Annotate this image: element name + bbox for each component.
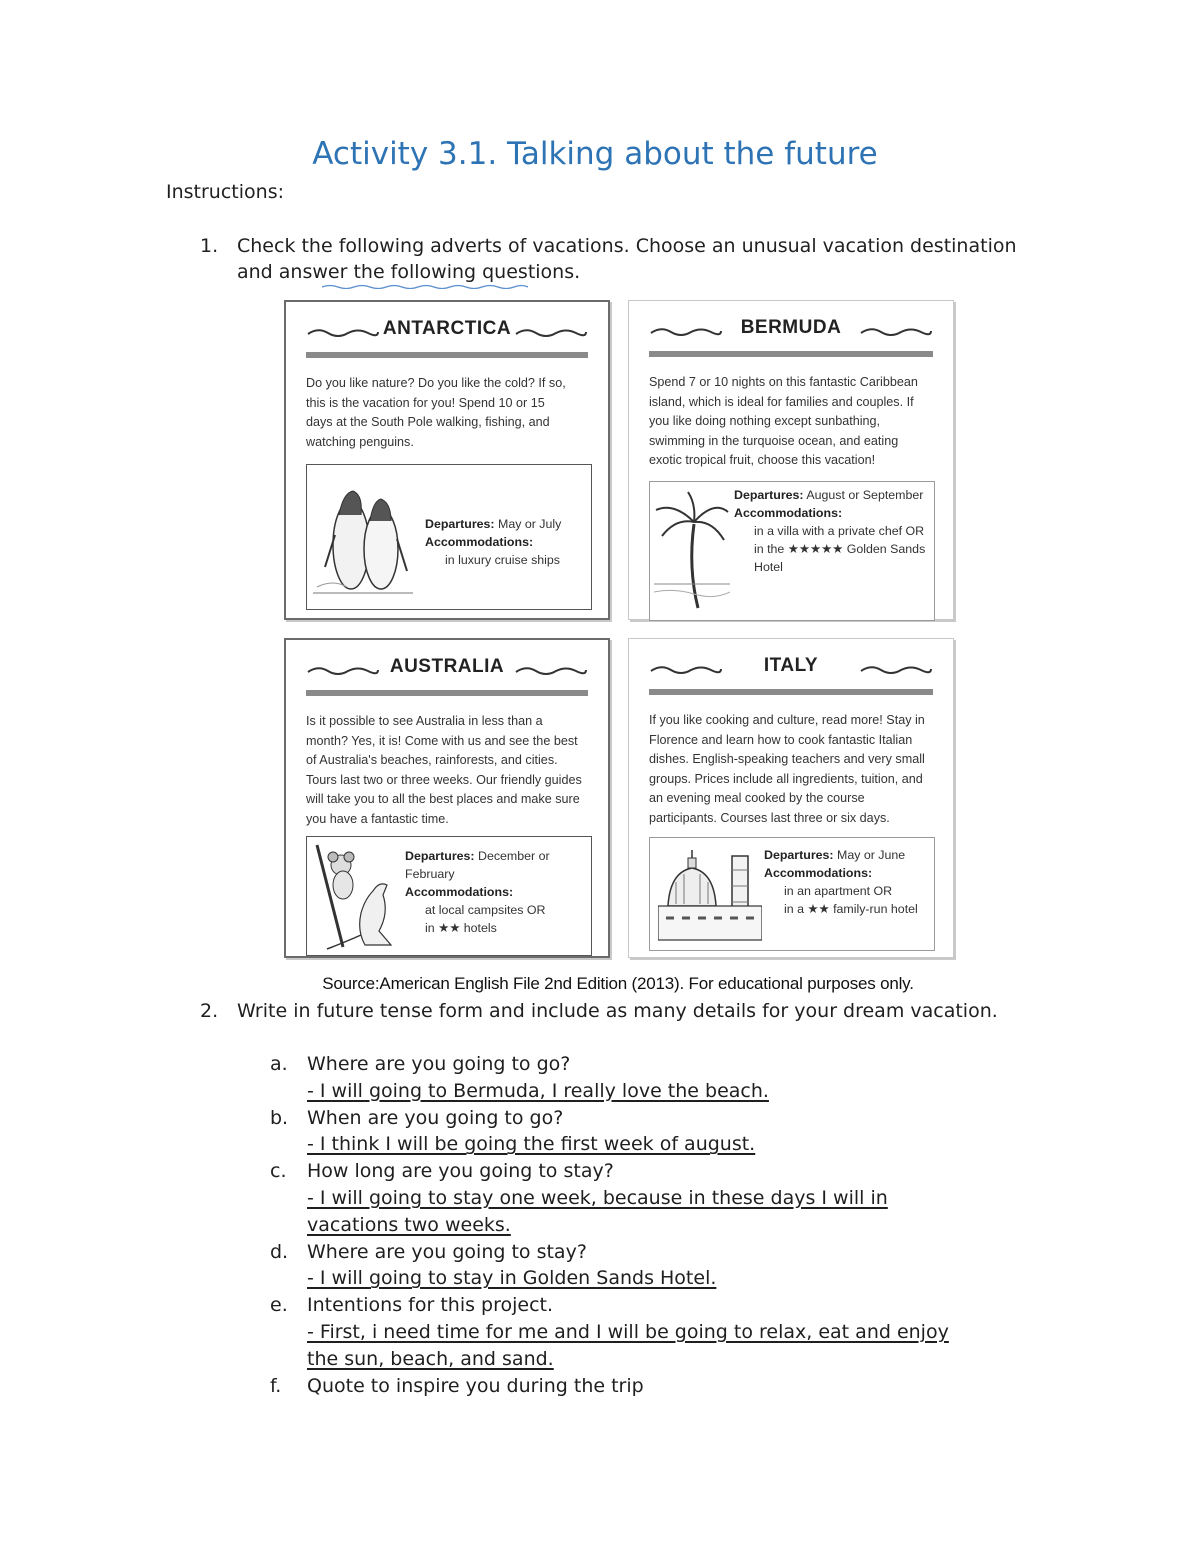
palm-tree-illustration [654, 488, 730, 614]
advert-info-box [306, 464, 592, 610]
advert-body: Is it possible to see Australia in less than a month? Yes, it is! Come with us and see the best of Australia's beaches, rainforests, and cities. Tours last two or three weeks. Our friendly guides will take you to all the best places and make sure you have a fantastic time. [306, 714, 582, 826]
advert-card-antarctica [284, 300, 610, 620]
advert-card-italy [628, 638, 954, 958]
wave-ornament-icon [859, 325, 933, 339]
question-1-number: 1. [200, 235, 219, 257]
accommodations-value: in a villa with a private chef OR [754, 524, 925, 538]
question-2-text: Write in future tense form and include as many details for your dream vacation. [237, 1000, 998, 1022]
sub-question-text: How long are you going to stay? [307, 1160, 614, 1183]
advert-card-bermuda [628, 300, 954, 620]
penguins-illustration [313, 475, 413, 601]
accommodations-value: in a ★★ family-run hotel [784, 902, 918, 916]
sub-question-f [270, 1373, 1010, 1400]
advert-rule [306, 352, 588, 358]
sub-question-letter: f. [270, 1374, 282, 1397]
instructions-label: Instructions: [166, 181, 284, 203]
answer-text: - I will going to Bermuda, I really love the beach. [307, 1079, 769, 1102]
sub-question-letter: c. [270, 1160, 287, 1183]
advert-card-australia [284, 638, 610, 958]
question-2 [200, 998, 1020, 1025]
departures-label: Departures: [405, 849, 475, 863]
advert-rule [649, 351, 933, 357]
accommodations-value: at local campsites OR [425, 903, 546, 917]
advert-title: ITALY [763, 655, 819, 676]
advert-title: ANTARCTICA [382, 318, 512, 339]
sub-question-list [270, 1051, 1010, 1399]
accommodations-value: in an apartment OR [784, 884, 893, 898]
answer-text: - I will going to stay one week, because in these days I will in vacations two weeks. [307, 1186, 888, 1236]
sub-question-e [270, 1292, 1010, 1372]
sub-question-letter: d. [270, 1240, 289, 1263]
advert-body: Spend 7 or 10 nights on this fantastic Caribbean island, which is ideal for families and couples. If you like doing nothing except sunbathing, swimming in the turquoise ocean, and eating exotic tropical fruit, choose this vacation! [649, 375, 918, 468]
koala-kangaroo-illustration [313, 843, 399, 951]
advert-header [647, 317, 935, 345]
sub-question-text: Where are you going to stay? [307, 1240, 587, 1263]
wave-ornament-icon [514, 326, 588, 340]
advert-header [304, 656, 590, 684]
departures-label: Departures: [425, 517, 495, 531]
accommodations-label: Accommodations: [425, 535, 534, 549]
advert-rule [649, 689, 933, 695]
spellcheck-squiggle-icon [322, 283, 528, 289]
departures-label: Departures: [764, 848, 834, 862]
advert-body: Do you like nature? Do you like the cold? If so, this is the vacation for you! Spend 10 or 15 days at the South Pole walking, fishing, and watching penguins. [306, 376, 566, 449]
departures-value: May or July [498, 517, 562, 531]
departures-value: December or February [405, 849, 550, 881]
answer-text: - First, i need time for me and I will be going to relax, eat and enjoy the sun, beach, and sand. [307, 1320, 949, 1370]
sub-question-text: Intentions for this project. [307, 1294, 554, 1317]
question-1-text: Check the following adverts of vacations. Choose an unusual vacation destination and answer the following questions. [237, 235, 1017, 283]
question-1 [200, 233, 1020, 285]
advert-info-box [649, 481, 935, 621]
sub-question-text: Where are you going to go? [307, 1053, 571, 1075]
advert-grid [284, 300, 960, 962]
advert-info-box [649, 837, 935, 951]
departures-value: August or September [806, 488, 924, 502]
wave-ornament-icon [859, 663, 933, 677]
accommodations-label: Accommodations: [405, 885, 514, 899]
advert-rule [306, 690, 588, 696]
accommodations-value: in luxury cruise ships [445, 553, 561, 567]
page-title: Activity 3.1. Talking about the future [312, 136, 878, 172]
advert-info-box [306, 836, 592, 956]
source-caption: Source:American English File 2nd Edition (2013). For educational purposes only. [322, 974, 914, 993]
advert-body: If you like cooking and culture, read more! Stay in Florence and learn how to cook fantastic Italian dishes. English-speaking teachers and very small groups. Prices include all ingredients, tuition, and an evening meal cooked by the course participants. Courses last three or six days. [649, 713, 925, 825]
sub-question-c [270, 1158, 1010, 1238]
accommodations-label: Accommodations: [734, 506, 843, 520]
answer-text: - I will going to stay in Golden Sands Hotel. [307, 1267, 717, 1290]
sub-question-letter: e. [270, 1294, 288, 1317]
sub-question-letter: b. [270, 1106, 289, 1129]
sub-question-letter: a. [270, 1053, 288, 1075]
accommodations-value: in ★★ hotels [425, 921, 497, 935]
sub-question-text: Quote to inspire you during the trip [307, 1374, 644, 1397]
answer-text: - I think I will be going the first week of august. [307, 1133, 756, 1156]
florence-duomo-illustration [658, 846, 762, 944]
departures-value: May or June [837, 848, 906, 862]
accommodations-value: in the ★★★★★ Golden Sands Hotel [754, 542, 926, 574]
sub-question-b [270, 1105, 1010, 1159]
wave-ornament-icon [514, 664, 588, 678]
advert-header [647, 655, 935, 683]
advert-header [304, 318, 590, 346]
sub-question-d [270, 1239, 1010, 1293]
advert-title: AUSTRALIA [389, 656, 505, 677]
sub-question-a [270, 1051, 1010, 1105]
question-2-number: 2. [200, 1000, 219, 1022]
advert-title: BERMUDA [740, 317, 842, 338]
accommodations-label: Accommodations: [764, 866, 873, 880]
departures-label: Departures: [734, 488, 804, 502]
sub-question-text: When are you going to go? [307, 1106, 564, 1129]
